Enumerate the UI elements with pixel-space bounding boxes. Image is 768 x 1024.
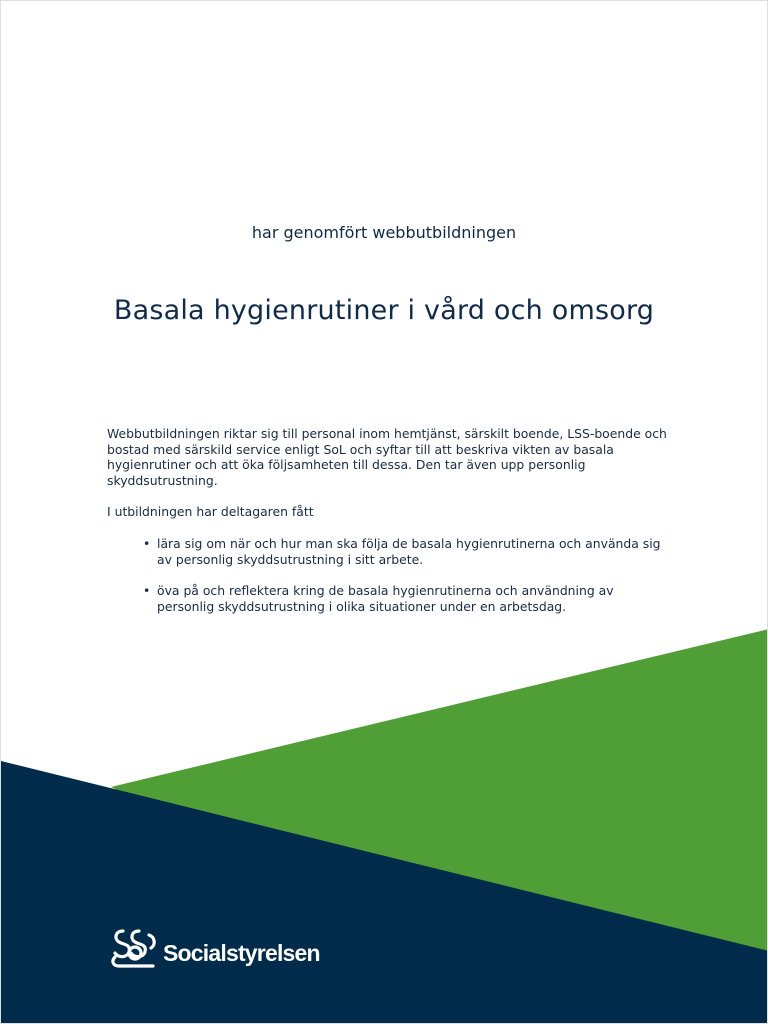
- logo-wordmark: Socialstyrelsen: [163, 939, 320, 966]
- outcomes-list: [107, 536, 687, 614]
- list-item-text: öva på och reflektera kring de basala hygienrutinerna och användning av personlig skyddsutrustning i olika situationer under en arbetsdag.: [157, 583, 614, 614]
- certificate-subtitle: har genomfört webbutbildningen: [251, 223, 517, 242]
- course-description: [107, 426, 687, 630]
- socialstyrelsen-emblem-icon: [109, 927, 161, 969]
- list-item: [143, 583, 667, 614]
- course-title: Basala hygienrutiner i vård och omsorg: [113, 295, 655, 326]
- list-item: [143, 536, 667, 567]
- list-item-text: lära sig om när och hur man ska följa de basala hygienrutinerna och använda sig av personlig skyddsutrustning i sitt arbete.: [157, 535, 661, 567]
- bullet-icon: •: [143, 535, 151, 551]
- socialstyrelsen-logo: [109, 927, 320, 969]
- bullet-icon: •: [143, 583, 151, 599]
- intro-paragraph: Webbutbildningen riktar sig till personal inom hemtjänst, särskilt boende, LSS-boende och bostad med särskild service enligt SoL och syftar till att beskriva vikten av basala hygienrutiner och att öka följsamheten till dessa. Den tar även upp personlig skyddsutrustning.: [107, 426, 667, 488]
- outcomes-lead: I utbildningen har deltagaren fått: [107, 504, 314, 520]
